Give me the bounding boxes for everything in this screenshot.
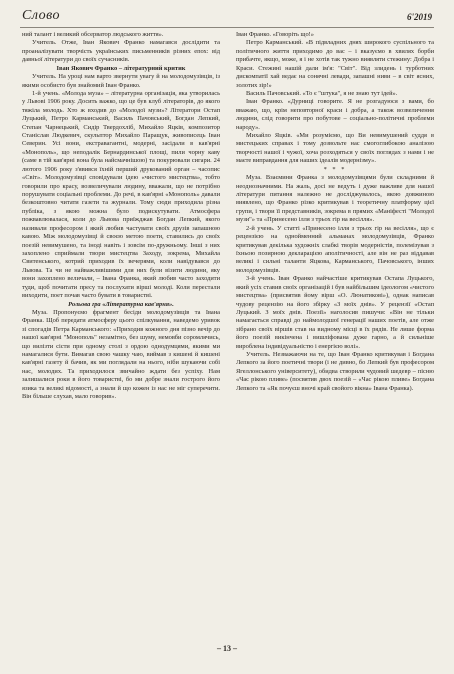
paragraph: 1-й учень. «Молода муза» – літературна організація, яка утворилась у Львові 1906 року. Досить важко, що це був клуб літераторів, до якого тяжіла молодь. Хто ж входив до «Молодої музи»? Літератори Остап Луцький, Петро Карманський, Василь Пачовський, Богдан Лепкий, Степан Чарнецький, Сидір Твердохліб, Михайло Яцків, композитор Станіслав Людкевич, скульптор Михайло Паращук, живописець Іван Северин. Усі вони, екстравагантні, модерні, засідали в кав'ярні «Монополь», що неподалік Бернардинської площі, пили чорну каву (саме в тій кав'ярні вона була найсмачнішою) та покурювали сигари. 24 лютого 1906 року з'явився їхній перший друкований орган – часопис «Світ». Молодомузівці сповідували ідею «чистого мистецтва», тобто говорили про красу, возвеличували людину, вважали, що не потрібно порушувати соціальні проблеми. До речі, в кав'ярні «Монополь» давали безкоштовно читати газети та журнали. Тому сюди приходила різна публіка, з якою можна було подискутувати. Атмосфера пожвавлювалася, коли до Львова приїжджав Богдан Лепкий, якого називали професором і який любив частувати своїх друзів запашною кавою. Між молодомузівці й своєю метою поети, ставились до своїх поезій невимушено, та іноді навіть і зовсім по-дружньому. Інші з них захоплено сприймали твори мистецтва Заходу, зокрема, Михайла Свитенського, котрий приходив їх вечерями, коли навідувався до Львова. Та чи не найважливішими для них були візити людини, яку вони захоплено величали, – Івана Франка, який любив часто заходити туди, щоб почитати пресу та послухати вірші молоді. Коли перестали виходити, поет почав часто бувати в товаристві. xyxy=(22,89,220,300)
paragraph: Муза. Пропонуємо фрагмент бесіди молодомузівців та Івана Франка. Щоб передати атмосферу цього спілкування, наведемо уривок зі спогадів Петра Карманського: «Приходив кожного дня пізно вечір до нашої кав'ярні "Монополь" незамітно, без шуму, немовби соромлячись, що вилізти сісти при одному столі з ордою однодумцями, якими ми намагалися бути. Вимагав свою чашку чаю, виймав з кишені й кишені кав'ярні газету й бачив, як ми поглядали на нього, ніби шукаючи собі нас, молодих. Та приходилося звичайно ждати без успіху. Нам залишалися роки в його товаристві, бо ми добре знали гострого його язика та великі відомості, а знали й що кожен із нас не міг суперечити. Він більше слухав, мало говорив». xyxy=(22,308,220,401)
page-header xyxy=(20,9,434,28)
section-divider: * * * xyxy=(323,165,347,173)
issue-number: 6'2019 xyxy=(406,12,432,22)
page-number: – 13 – xyxy=(217,644,237,653)
paragraph: Василь Пачовський. «То є "штука", я не знаю тут ідей». xyxy=(246,89,398,97)
paragraph: Петро Карманський. «В підвладних днях широкого суспільного та політичного життя приходимо до вас – і вказуємо в хвилях борби прибачте, якщо, може, я і не хотів так тужно виявляти стежину: Добра і Краси. Стежині нашій дали ім'я: "Світ". Від злидень і турботних дискомпатії хай ведає на сонячні левади, запашні ниви – в світ ясних, золотих зір!» xyxy=(236,39,434,89)
paragraph: Учитель. Незважаючи на те, що Іван Франко критикував і Богдана Лепкого за його поетичні твори (і не дивно, бо Лепкий був професором Ягеллонського університету), обидва створили чудовий шедевр – пісню «Час рікою пливе» (посвятив двох поезій – «Час рікою пливе» Богдана Лепкого та «Як почуєш вночі край свойого вікна» Івана Франка). xyxy=(236,351,434,392)
paragraph: Учитель. На уроці нам варто звернути увагу й на молодомузівців, із якими особисто був знайомий Іван Франко. xyxy=(22,73,220,89)
paragraph: 2-й учень. У статті «Принесено ілля з трьох гір на весілля», що є рецензією на однойменний альманах молодомузівців, Франко критикував декілька художніх слабкі творів модерністів, полемізував з їхньою позирною декларацією аполітичності, але він не раз віддавав великі і сильні таланти Яцкова, Карманського, Пачовського, інших молодомузівців. xyxy=(236,224,434,274)
paragraph: ний талант і великий обсерватор людського життя». xyxy=(22,31,164,38)
paragraph: 3-й учень. Іван Франко найчастіше критикував Остапа Луцького, який усіх ставив своїх організацій і був найбільшим ідеологом «чистого мистецтва» (присвятив йому вірш «О. Люнатикові»), однак написав чудову рецензію на його збірку «З моїх днів». У рецензії «Остап Луцький. З моїх днів. Поезії» наголосив пишучи: «Він не тільки намагається справді до наймолодшої генерації наших поетів, але отже зібрано своїх віршів став на видному місці в їх рядів. Не лише форма його поезій викінчена і вишліфована дуже гарно, а й сильніше вироблена індивідуальністю і енергією волі». xyxy=(236,275,434,350)
paragraph: Учитель. Отже, Іван Якович Франко намагався дослідити та проаналізувати творчість українських письменників різних епох: від давньої літератури до своїх сучасників. xyxy=(22,39,220,64)
section-subheading: Рольова гра «Літературна кав'ярня». xyxy=(68,300,174,308)
section-heading: Іван Якович Франко – літературний критик xyxy=(56,64,186,72)
magazine-logo: Слово xyxy=(22,8,61,23)
paragraph: Муза. Взаємини Франка з молодомузівцями були складними й неоднозначними. На жаль, досі не ведуть і дуже важливе для нашої літератури питання належно не досліджувалось, якою довжиною виявлено, що Франко різко критикував і теоретичну платформу цієї групи, і твори її представників, зокрема в прямих «Маніфесті "Молодої музи"» та «Принесено ілля з трьох гір на весілля». xyxy=(236,174,434,224)
paragraph: Іван Франко. «Дурниці говорите. Я не розгадуюся з вами, бо вважаю, що, крім неповторної краси і добра, а також возвеличення людини, слід говорити про побутове – соціально-політичні проблеми народу». xyxy=(236,98,434,131)
paragraph: Михайло Яцків. «Ми розуміємо, що Ви невимушений суддя в мистецьких справах і тому дозвольте нас смогоглибокою аналізою творчості нашої і чужої, хоча розходяться у своїх поглядах з нами і не маєте виправдання для наших ідеалів модернізму». xyxy=(236,132,434,165)
right-text-column xyxy=(236,31,434,631)
paragraph: Іван Франко. «Говоріть що!» xyxy=(236,31,314,38)
left-text-column xyxy=(22,31,220,631)
